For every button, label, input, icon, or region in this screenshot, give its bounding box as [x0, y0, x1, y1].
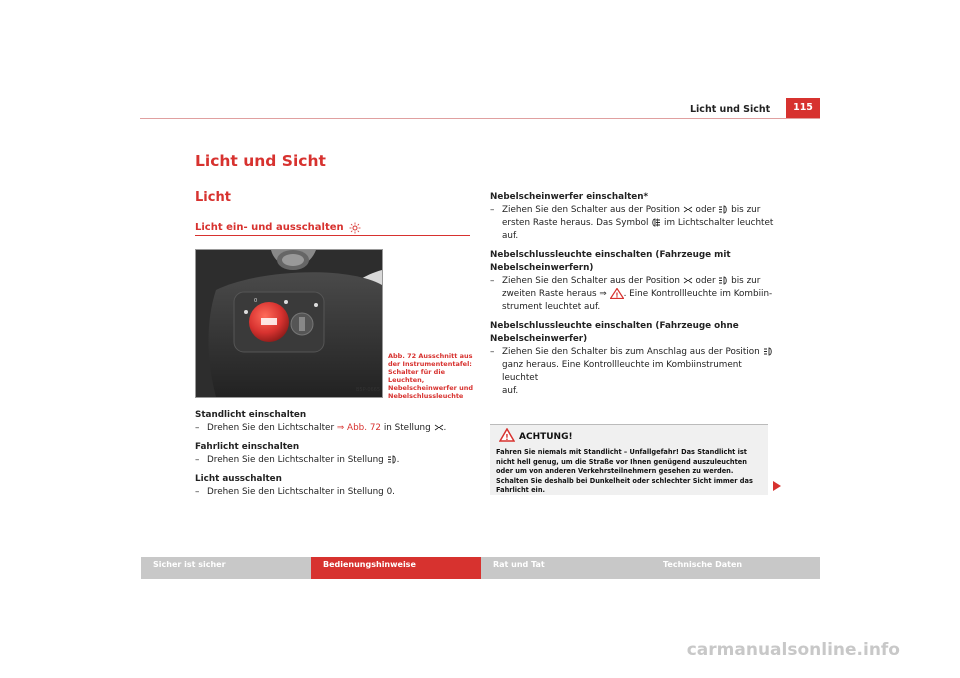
photo-code: B5P-0665: [356, 387, 381, 393]
warning-title: ACHTUNG!: [519, 432, 573, 442]
tab-rat-und-tat[interactable]: Rat und Tat: [481, 557, 651, 579]
svg-text:0: 0: [254, 298, 258, 304]
svg-text:!: !: [505, 433, 509, 442]
ausschalten-step: – Drehen Sie den Lichtschalter in Stellung 0.: [195, 487, 395, 497]
tab-technische-daten[interactable]: Technische Daten: [651, 557, 820, 579]
watermark: carmanualsonline.info: [686, 640, 900, 660]
section-title: Licht: [195, 190, 231, 205]
warning-text: Fahren Sie niemals mit Standlicht – Unfallgefahr! Das Standlicht ist nicht hell genug, um die Straße vor Ihnen genügend auszuleuchten oder um von anderen Verkehrsteilnehmern gesehen zu werden. Schalten Sie deshalb bei Dunkelheit oder schlechter Sicht immer das Fahrlicht ein.: [496, 448, 753, 494]
parking-light-icon: [434, 423, 444, 432]
fahrlicht-step: – Drehen Sie den Lichtschalter in Stellung .: [195, 455, 400, 465]
fog-light-icon: [651, 218, 661, 227]
right-column: [490, 191, 775, 398]
figure-caption: Abb. 72 Ausschnitt aus der Instrumententafel: Schalter für die Leuchten, Nebelscheinwerfer und Nebelschlussleuchte: [388, 352, 473, 400]
headlight-icon: [718, 205, 728, 214]
ausschalten-heading: Licht ausschalten: [195, 474, 282, 484]
subsection-title: [195, 222, 361, 234]
nebelscheinwerfer-step: – Ziehen Sie den Schalter aus der Position oder bis zur ersten Raste heraus. Das Symbol im Lichtschalter leuchtet auf.: [490, 205, 774, 241]
warning-triangle-icon: [499, 428, 515, 442]
standlicht-step: – Drehen Sie den Lichtschalter ⇒ Abb. 72 in Stellung .: [195, 423, 447, 433]
tab-sicher-ist-sicher[interactable]: Sicher ist sicher: [141, 557, 311, 579]
standlicht-heading: Standlicht einschalten: [195, 410, 307, 420]
nebelscheinwerfer-heading: Nebelscheinwerfer einschalten*: [490, 192, 649, 202]
parking-light-icon: [683, 276, 693, 285]
figure-reference-link[interactable]: ⇒ Abb. 72: [336, 423, 382, 433]
nebelschluss-ohne-heading: Nebelschlussleuchte einschalten (Fahrzeuge ohne Nebelscheinwerfer): [490, 321, 739, 344]
running-header: Licht und Sicht: [690, 104, 771, 115]
nebelschluss-mit-heading: Nebelschlussleuchte einschalten (Fahrzeuge mit Nebelscheinwerfern): [490, 250, 731, 273]
continue-arrow-icon: [773, 481, 781, 491]
svg-text:!: !: [614, 291, 619, 299]
headlight-icon: [387, 455, 397, 464]
headlight-icon: [763, 347, 773, 356]
nebelschluss-ohne-step: – Ziehen Sie den Schalter bis zum Anschlag aus der Position ganz heraus. Eine Kontrollleuchte im Kombiinstrument leuchtet auf.: [490, 346, 775, 398]
subsection-title-text: Licht ein- und ausschalten: [195, 222, 344, 233]
warning-triangle-icon[interactable]: [610, 288, 624, 299]
parking-light-icon: [683, 205, 693, 214]
nebelschluss-mit-step: – Ziehen Sie den Schalter aus der Position oder bis zur zweiten Raste heraus ⇒ ! . Eine Kontrollleuchte im Kombiin- strument leuchtet auf.: [490, 276, 773, 312]
subsection-rule: [195, 235, 470, 236]
fahrlicht-heading: Fahrlicht einschalten: [195, 442, 300, 452]
header-rule: [140, 118, 820, 119]
headlight-icon: [718, 276, 728, 285]
chapter-title: Licht und Sicht: [195, 152, 326, 170]
light-switch-photo: [195, 249, 383, 398]
tab-bedienungshinweise[interactable]: Bedienungshinweise: [311, 557, 481, 579]
page-number: 115: [786, 98, 820, 118]
sun-icon: [349, 222, 361, 234]
left-column: [195, 409, 475, 499]
